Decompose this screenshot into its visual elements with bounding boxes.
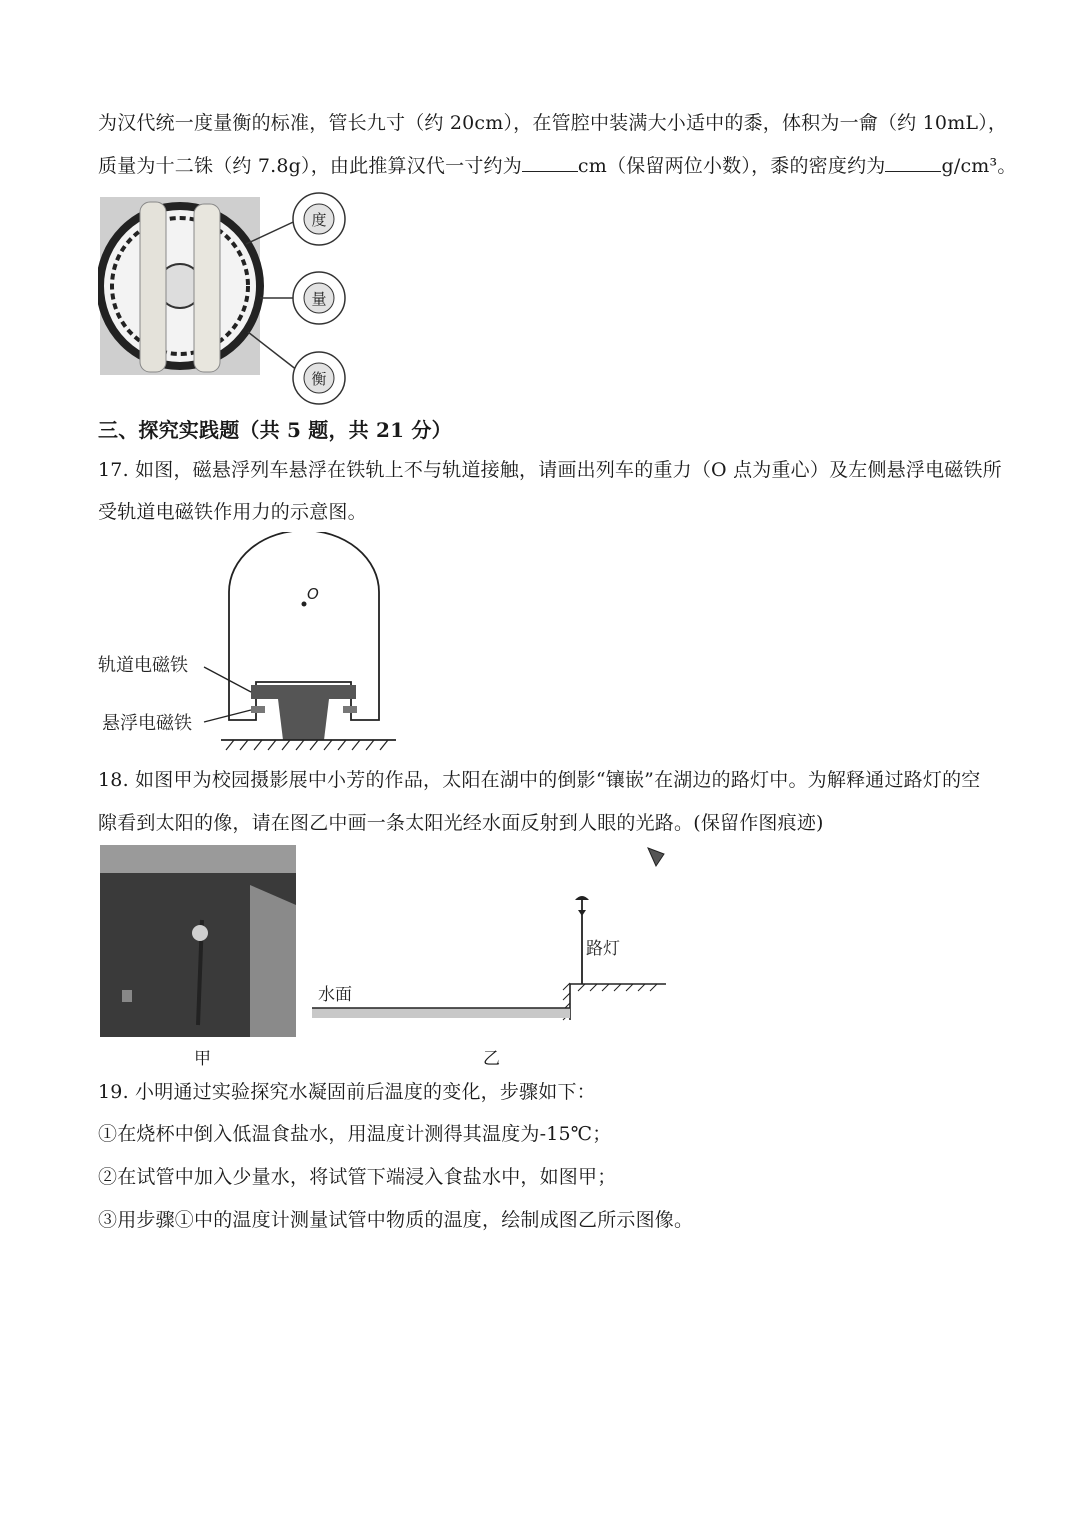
answer-blank-2[interactable]	[885, 157, 941, 172]
reflection-diagram	[308, 840, 680, 1025]
q16-line2	[98, 151, 1017, 178]
photo-post	[122, 990, 132, 1002]
jade-tube-right	[194, 204, 220, 372]
label-liang: 量	[311, 290, 327, 308]
section-heading: 三、探究实践题（共 5 题，共 21 分）	[98, 418, 452, 442]
photo-sky	[100, 845, 296, 873]
label-du: 度	[311, 211, 327, 229]
lamp-head	[575, 896, 589, 900]
float-magnet-label: 悬浮电磁铁	[102, 713, 192, 734]
lamp-bulb	[578, 910, 586, 916]
track-magnet-label: 轨道电磁铁	[98, 655, 188, 676]
photo-embankment	[250, 885, 296, 1037]
q16-line2-text-b: cm（保留两位小数），黍的密度约为	[577, 155, 886, 177]
point-o-label: O	[307, 585, 319, 603]
track-magnet-top	[251, 685, 356, 699]
caption-yi: 乙	[483, 1049, 500, 1069]
track-pillar	[278, 699, 329, 740]
water-body	[312, 1008, 570, 1018]
float-magnet-right	[343, 706, 357, 713]
q19-step3: ③用步骤①中的温度计测量试管中物质的温度，绘制成图乙所示图像。	[98, 1209, 694, 1231]
label-heng: 衡	[311, 370, 327, 388]
q16-figure	[98, 190, 360, 405]
maglev-figure	[96, 532, 406, 752]
q16-line2-text-a: 质量为十二铢（约 7.8g），由此推算汉代一寸约为	[98, 155, 522, 177]
q19-intro: 19. 小明通过实验探究水凝固前后温度的变化，步骤如下：	[98, 1081, 596, 1103]
eye-icon	[648, 848, 664, 866]
shore-hatch	[578, 984, 657, 991]
q19-step2: ②在试管中加入少量水，将试管下端浸入食盐水中，如图甲；	[98, 1166, 617, 1188]
water-label: 水面	[318, 985, 352, 1005]
q16-line2-text-c: g/cm³。	[941, 155, 1017, 177]
ground-hatch	[226, 740, 388, 750]
center-of-gravity-point	[302, 602, 307, 607]
q18-line2: 隙看到太阳的像，请在图乙中画一条太阳光经水面反射到人眼的光路。(保留作图痕迹)	[98, 812, 824, 834]
jade-tube-left	[140, 202, 166, 372]
q19-step1: ①在烧杯中倒入低温食盐水，用温度计测得其温度为-15℃；	[98, 1123, 612, 1145]
float-magnet-left	[251, 706, 265, 713]
q16-line1: 为汉代统一度量衡的标准，管长九寸（约 20cm），在管腔中装满大小适中的黍，体积为一龠（约 10mL），	[98, 112, 1008, 134]
lamp-label: 路灯	[586, 939, 620, 959]
q17-line1: 17. 如图，磁悬浮列车悬浮在铁轨上不与轨道接触，请画出列车的重力（O 点为重心）及左侧悬浮电磁铁所	[98, 459, 1002, 481]
caption-jia: 甲	[194, 1049, 211, 1069]
q18-line1: 18. 如图甲为校园摄影展中小芳的作品，太阳在湖中的倒影“镶嵌”在湖边的路灯中。为解释通过路灯的空	[98, 769, 981, 791]
q17-line2: 受轨道电磁铁作用力的示意图。	[98, 501, 367, 523]
lake-photo	[100, 845, 296, 1037]
sun-reflection	[192, 925, 208, 941]
answer-blank-1[interactable]	[522, 157, 578, 172]
